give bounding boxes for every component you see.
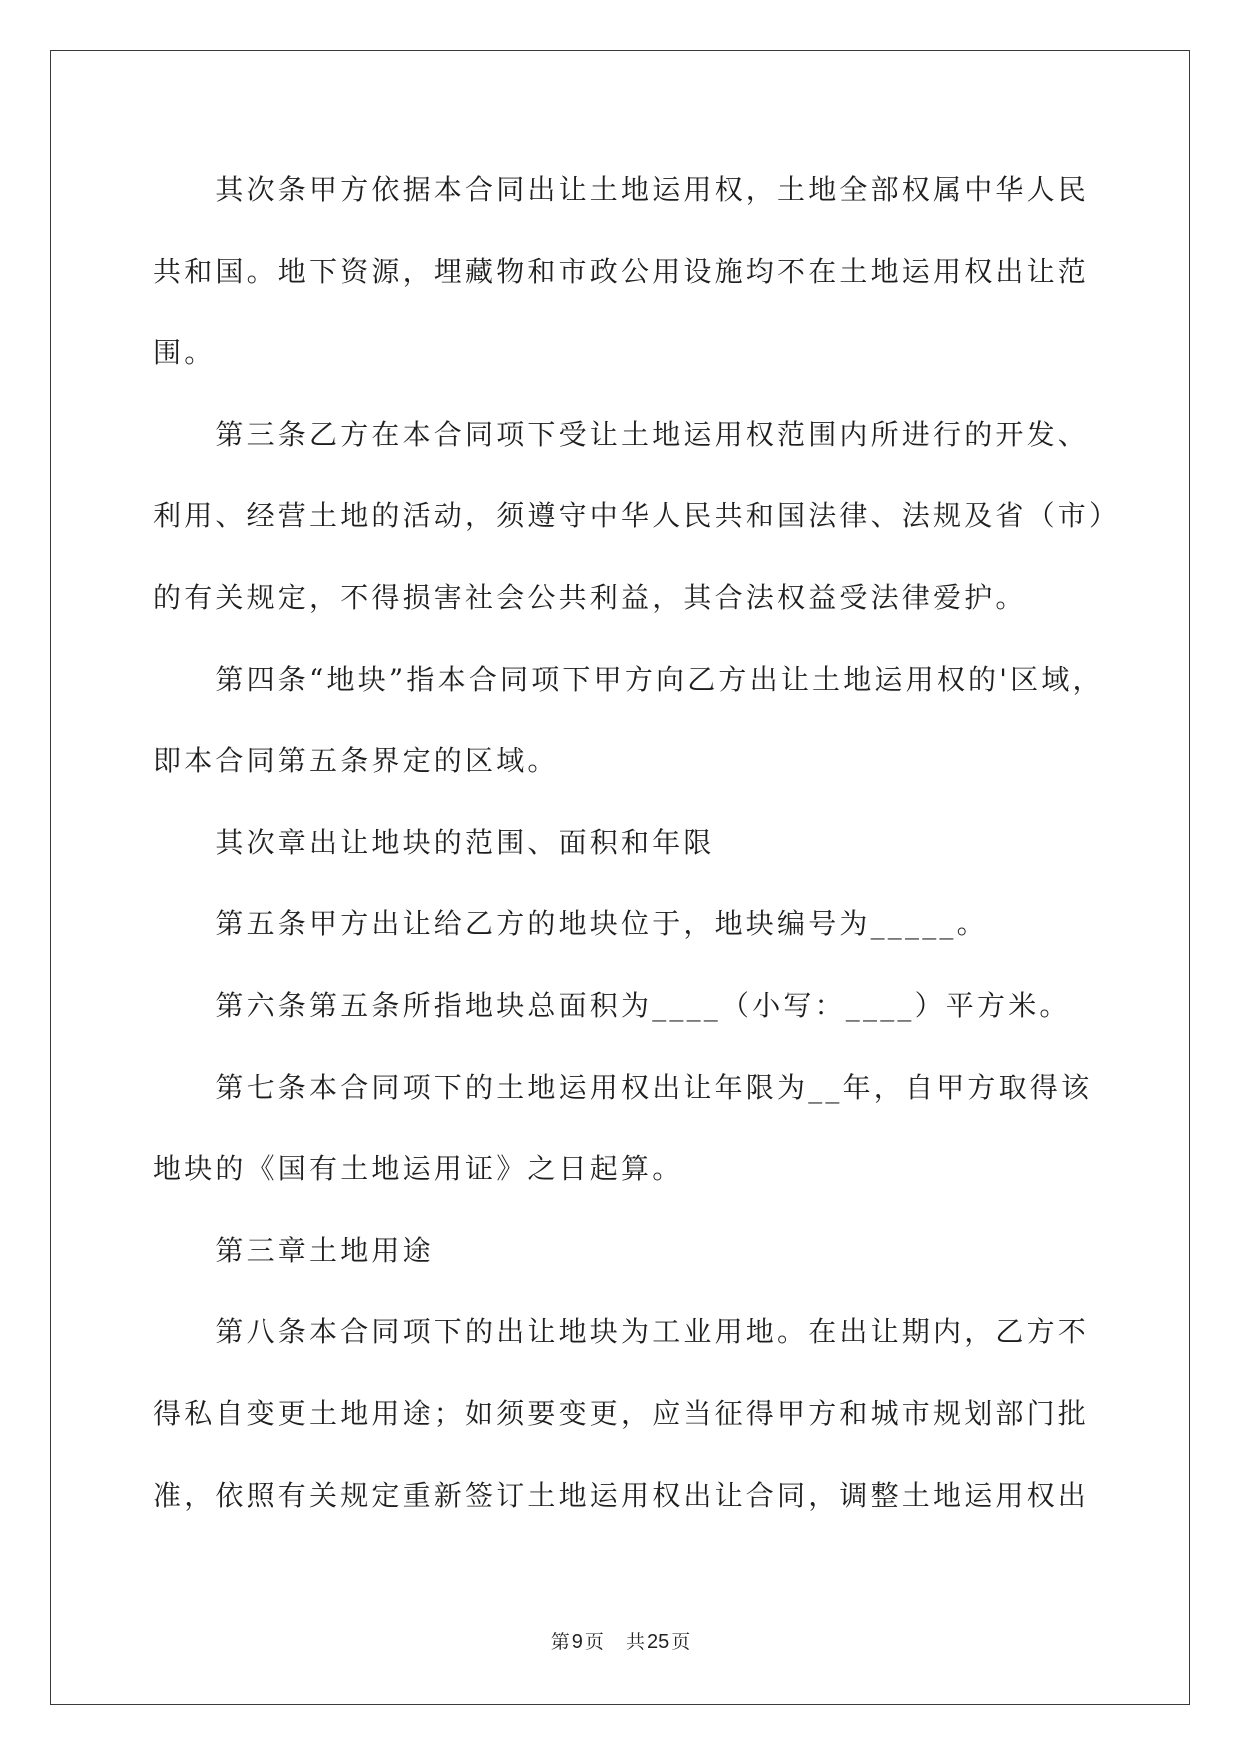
text-line: 共和国。地下资源，埋藏物和市政公用设施均不在土地运用权出让范 (153, 254, 1090, 288)
page-prefix: 第 (550, 1631, 570, 1653)
text-line: 地块的《国有土地运用证》之日起算。 (153, 1152, 684, 1186)
total-prefix: 共 (625, 1631, 645, 1653)
text-line: 其次条甲方依据本合同出让土地运用权，土地全部权属中华人民 (215, 173, 1089, 206)
text-line: 第八条本合同项下的出让地块为工业用地。在出让期内，乙方不 (215, 1315, 1089, 1349)
text-line: 第五条甲方出让给乙方的地块位于，地块编号为_____。 (215, 907, 988, 941)
text-line: 利用、经营土地的活动，须遵守中华人民共和国法律、法规及省（市） (153, 499, 1121, 533)
page-suffix: 页 (584, 1631, 604, 1653)
page-footer (0, 1628, 1241, 1656)
text-line: 围。 (153, 336, 216, 370)
chapter-heading: 第三章土地用途 (215, 1233, 434, 1267)
total-suffix: 页 (671, 1631, 691, 1653)
page-number: 9 (571, 1631, 583, 1653)
total-pages: 25 (646, 1631, 670, 1653)
text-line: 的有关规定，不得损害社会公共利益，其合法权益受法律爱护。 (153, 580, 1027, 614)
text-line: 得私自变更土地用途；如须要变更，应当征得甲方和城市规划部门批 (153, 1396, 1090, 1430)
document-body (153, 149, 1183, 1536)
text-line: 第三条乙方在本合同项下受让土地运用权范围内所进行的开发、 (215, 417, 1089, 451)
text-line: 即本合同第五条界定的区域。 (153, 744, 559, 778)
text-line: 第七条本合同项下的土地运用权出让年限为__年，自甲方取得该 (215, 1070, 1093, 1104)
text-line: 准，依照有关规定重新签订土地运用权出让合同，调整土地运用权出 (153, 1478, 1090, 1512)
text-line: 第六条第五条所指地块总面积为____（小写：____）平方米。 (215, 988, 1071, 1022)
chapter-heading: 其次章出让地块的范围、面积和年限 (215, 825, 715, 859)
text-line: 第四条“地块”指本合同项下甲方向乙方出让土地运用权的'区域， (215, 662, 1104, 696)
